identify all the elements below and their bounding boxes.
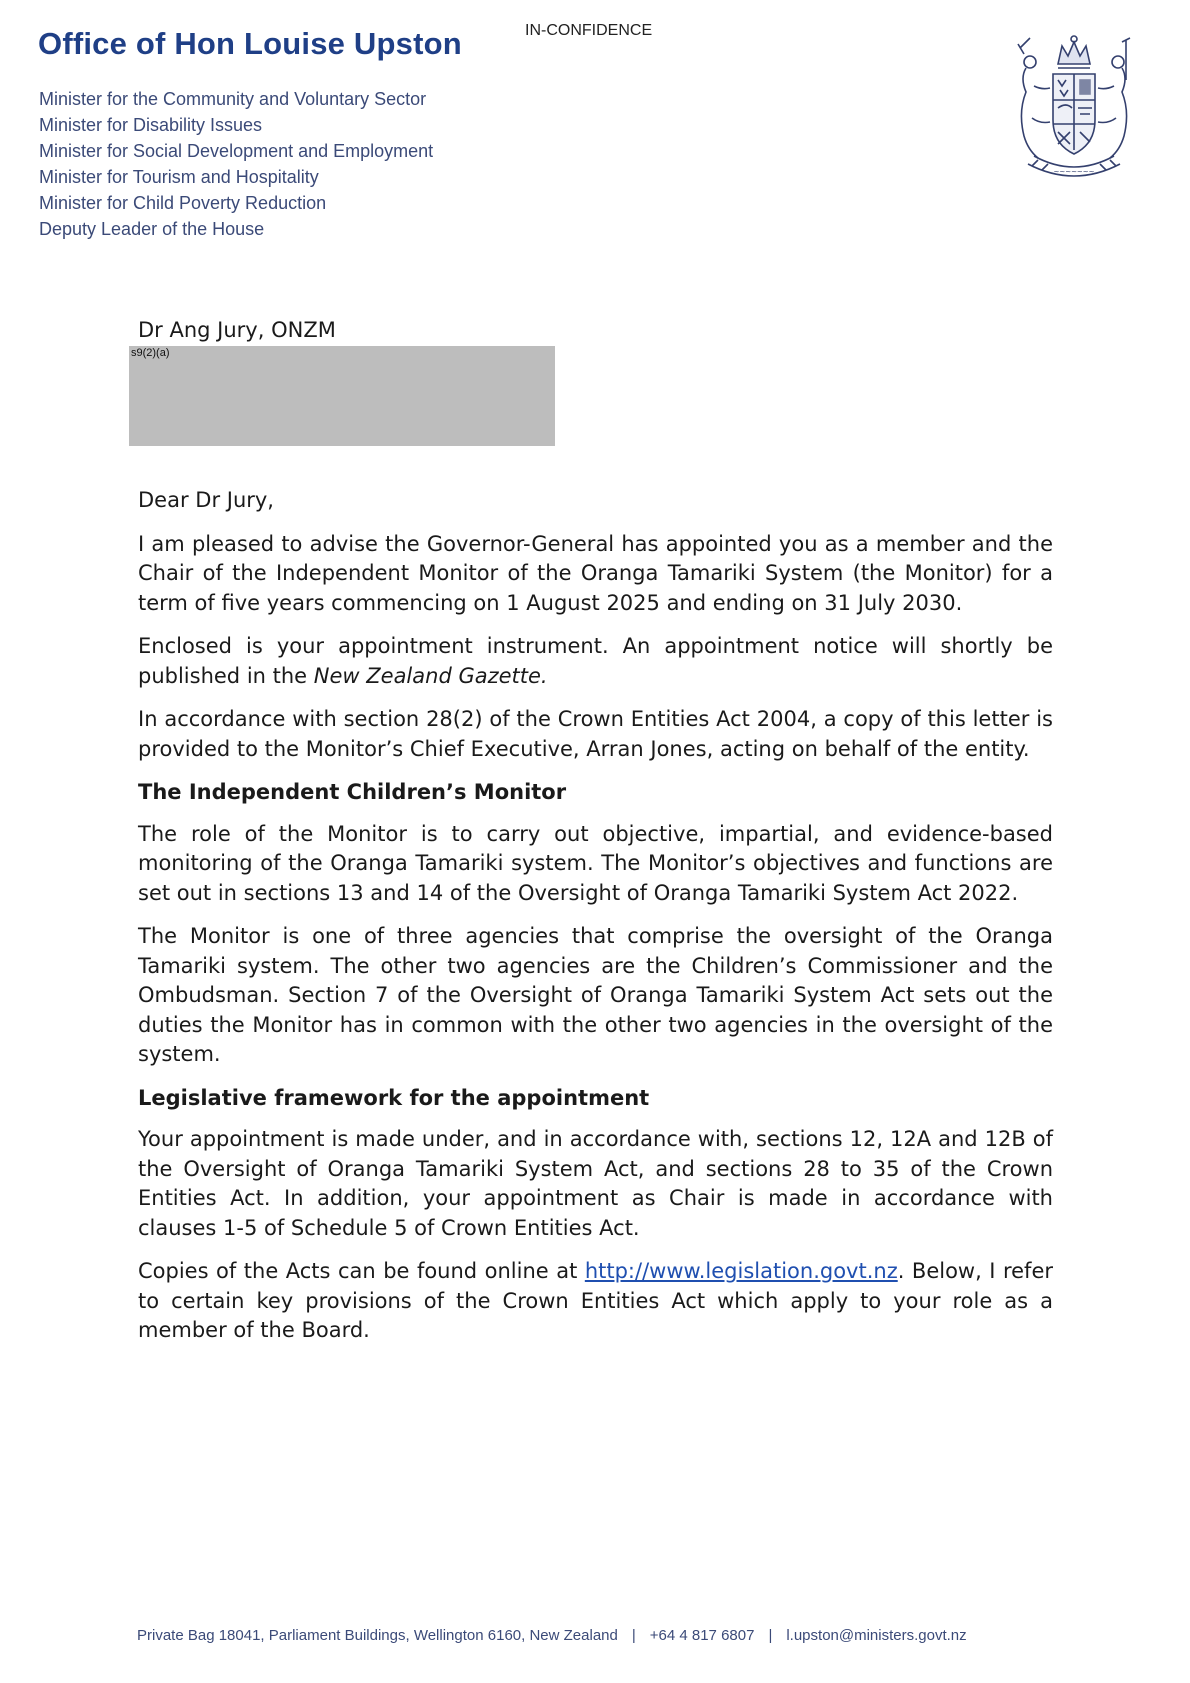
paragraph-instrument-text: Enclosed is your appointment instrument. An appointment notice will shortly be published in the — [138, 634, 1053, 688]
svg-text:~~~~~~~: ~~~~~~~ — [1053, 168, 1095, 176]
paragraph-oversight-agencies: The Monitor is one of three agencies that comprise the oversight of the Oranga Tamariki system. The other two agencies are the Children’s Commissioner and the Ombudsman. Section 7 of the Oversight of Oranga Tamariki System Act sets out the duties the Monitor has in common with the other two agencies in the oversight of the system. — [138, 924, 1053, 1066]
office-title: Office of Hon Louise Upston — [38, 26, 462, 61]
legislation-link[interactable]: http://www.legislation.govt.nz — [584, 1259, 898, 1283]
footer-address: Private Bag 18041, Parliament Buildings, Wellington 6160, New Zealand — [137, 1627, 618, 1644]
portfolio-item: Minister for Child Poverty Reduction — [39, 193, 327, 213]
redacted-address-block — [129, 346, 555, 446]
portfolio-item: Minister for Social Development and Employment — [39, 141, 434, 161]
portfolio-list — [39, 86, 433, 242]
paragraph-acts-online — [138, 1257, 1053, 1346]
footer-separator: | — [631, 1627, 636, 1644]
portfolio-item: Minister for Disability Issues — [39, 115, 263, 135]
portfolio-item: Minister for Tourism and Hospitality — [39, 167, 319, 187]
heading-independent-monitor: The Independent Children’s Monitor — [138, 780, 567, 804]
letter-body — [138, 486, 1053, 1360]
classification-label: IN-CONFIDENCE — [525, 22, 653, 39]
paragraph-acts-online-end: . Below, I refer to certain key provisions of the Crown Entities Act which apply to your role as a member of the Board. — [138, 1259, 1054, 1342]
gazette-title: New Zealand Gazette. — [313, 663, 548, 688]
paragraph-instrument — [138, 632, 1053, 691]
portfolio-item: Minister for the Community and Voluntary Sector — [39, 89, 427, 109]
paragraph-appointment: I am pleased to advise the Governor-General has appointed you as a member and the Chair of the Independent Monitor of the Oranga Tamariki System (the Monitor) for a term of five years commencing on 1 August 2025 and ending on 31 July 2030. — [138, 531, 1053, 615]
heading-legislative-framework: Legislative framework for the appointment — [138, 1085, 650, 1110]
paragraph-legislation: Your appointment is made under, and in accordance with, sections 12, 12A and 12B of the Oversight of Oranga Tamariki System Act, and sections 28 to 35 of the Crown Entities Act. In addition, your appointment as Chair is made in accordance with clauses 1-5 of Schedule 5 of Crown Entities Act. — [138, 1127, 1053, 1240]
paragraph-section-28: In accordance with section 28(2) of the Crown Entities Act 2004, a copy of this letter is provided to the Monitor’s Chief Executive, Arran Jones, acting on behalf of the entity. — [138, 707, 1053, 761]
footer-phone: +64 4 817 6807 — [649, 1627, 755, 1644]
salutation: Dear Dr Jury, — [138, 488, 274, 512]
paragraph-monitor-role: The role of the Monitor is to carry out objective, impartial, and evidence-based monitoring of the Oranga Tamariki system. The Monitor’s objectives and functions are set out in sections 13 and 14 of the Oversight of Oranga Tamariki System Act 2022. — [138, 821, 1053, 905]
coat-of-arms-icon — [998, 28, 1150, 182]
footer-separator: | — [768, 1627, 773, 1644]
redaction-code: s9(2)(a) — [131, 347, 170, 359]
footer-contact — [137, 1627, 1077, 1644]
footer-email: l.upston@ministers.govt.nz — [786, 1627, 967, 1644]
recipient-name: Dr Ang Jury, ONZM — [138, 318, 336, 342]
portfolio-item: Deputy Leader of the House — [39, 219, 265, 239]
paragraph-acts-online-text: Copies of the Acts can be found online at — [138, 1259, 585, 1283]
